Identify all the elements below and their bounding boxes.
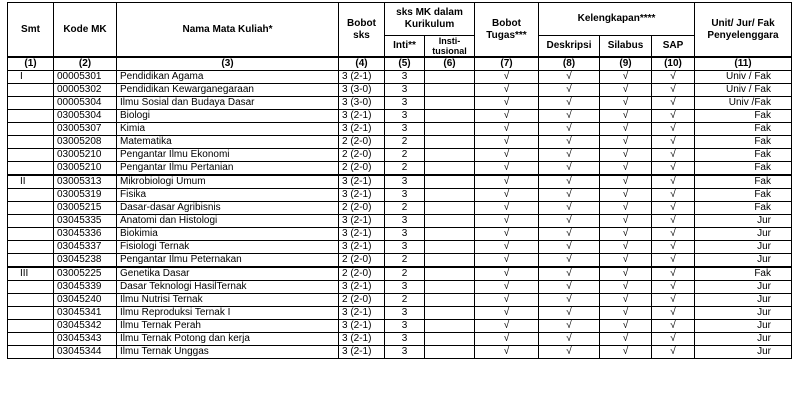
cell-deskripsi: √ <box>539 215 600 228</box>
cell-smt <box>8 136 54 149</box>
cell-tugas: √ <box>475 215 539 228</box>
cell-sap: √ <box>652 202 695 215</box>
cell-kode: 00005302 <box>54 84 117 97</box>
cell-smt <box>8 202 54 215</box>
cell-nama: Kimia <box>117 123 339 136</box>
cell-unit: Jur <box>695 228 792 241</box>
cell-kode: 03045240 <box>54 294 117 307</box>
cell-bobot: 3 (2-1) <box>339 333 385 346</box>
header-unit-penyelenggara: Unit/ Jur/ Fak Penyelenggara <box>695 3 792 58</box>
cell-tugas: √ <box>475 84 539 97</box>
table-row <box>8 307 792 320</box>
cell-nama: Ilmu Ternak Unggas <box>117 346 339 359</box>
cell-deskripsi: √ <box>539 123 600 136</box>
cell-bobot: 3 (2-1) <box>339 307 385 320</box>
cell-deskripsi: √ <box>539 202 600 215</box>
cell-deskripsi: √ <box>539 281 600 294</box>
table-row <box>8 320 792 333</box>
table-row <box>8 189 792 202</box>
cell-nama: Dasar-dasar Agribisnis <box>117 202 339 215</box>
cell-institusional <box>425 110 475 123</box>
cell-unit: Jur <box>695 320 792 333</box>
table-row <box>8 241 792 254</box>
cell-institusional <box>425 333 475 346</box>
cell-nama: Ilmu Reproduksi Ternak I <box>117 307 339 320</box>
cell-kode: 03005210 <box>54 149 117 162</box>
column-number: (4) <box>339 57 385 71</box>
cell-nama: Ilmu Sosial dan Budaya Dasar <box>117 97 339 110</box>
cell-silabus: √ <box>600 346 652 359</box>
table-row <box>8 281 792 294</box>
cell-bobot: 3 (2-1) <box>339 215 385 228</box>
cell-sap: √ <box>652 228 695 241</box>
cell-inti: 2 <box>385 254 425 268</box>
cell-institusional <box>425 215 475 228</box>
cell-smt <box>8 189 54 202</box>
cell-bobot: 3 (2-1) <box>339 123 385 136</box>
cell-nama: Biokimia <box>117 228 339 241</box>
header-sap: SAP <box>652 36 695 58</box>
cell-sap: √ <box>652 241 695 254</box>
cell-institusional <box>425 202 475 215</box>
cell-deskripsi: √ <box>539 333 600 346</box>
cell-silabus: √ <box>600 162 652 176</box>
cell-deskripsi: √ <box>539 136 600 149</box>
cell-smt <box>8 215 54 228</box>
cell-inti: 3 <box>385 123 425 136</box>
cell-kode: 03005215 <box>54 202 117 215</box>
cell-smt: I <box>8 71 54 84</box>
column-number: (9) <box>600 57 652 71</box>
cell-kode: 03005304 <box>54 110 117 123</box>
header-nama-mata-kuliah: Nama Mata Kuliah* <box>117 3 339 58</box>
column-number: (11) <box>695 57 792 71</box>
cell-inti: 3 <box>385 346 425 359</box>
cell-inti: 3 <box>385 333 425 346</box>
cell-unit: Jur <box>695 254 792 268</box>
cell-tugas: √ <box>475 294 539 307</box>
cell-nama: Fisika <box>117 189 339 202</box>
cell-kode: 00005301 <box>54 71 117 84</box>
cell-nama: Dasar Teknologi HasilTernak <box>117 281 339 294</box>
cell-smt <box>8 97 54 110</box>
cell-unit: Jur <box>695 294 792 307</box>
cell-bobot: 2 (2-0) <box>339 294 385 307</box>
cell-unit: Fak <box>695 149 792 162</box>
cell-bobot: 2 (2-0) <box>339 267 385 281</box>
cell-silabus: √ <box>600 215 652 228</box>
cell-tugas: √ <box>475 189 539 202</box>
cell-deskripsi: √ <box>539 149 600 162</box>
cell-deskripsi: √ <box>539 241 600 254</box>
table-row <box>8 71 792 84</box>
cell-unit: Fak <box>695 175 792 189</box>
column-number: (8) <box>539 57 600 71</box>
cell-kode: 03045341 <box>54 307 117 320</box>
cell-smt <box>8 333 54 346</box>
cell-bobot: 3 (2-1) <box>339 228 385 241</box>
column-number: (5) <box>385 57 425 71</box>
cell-silabus: √ <box>600 267 652 281</box>
cell-silabus: √ <box>600 294 652 307</box>
cell-unit: Univ / Fak <box>695 84 792 97</box>
cell-bobot: 3 (2-1) <box>339 281 385 294</box>
cell-tugas: √ <box>475 241 539 254</box>
cell-silabus: √ <box>600 110 652 123</box>
cell-smt <box>8 149 54 162</box>
cell-sap: √ <box>652 307 695 320</box>
table-row <box>8 110 792 123</box>
cell-institusional <box>425 71 475 84</box>
table-row <box>8 228 792 241</box>
cell-smt <box>8 320 54 333</box>
cell-nama: Pengantar Ilmu Ekonomi <box>117 149 339 162</box>
header-kode-mk: Kode MK <box>54 3 117 58</box>
cell-nama: Mikrobiologi Umum <box>117 175 339 189</box>
cell-kode: 03005225 <box>54 267 117 281</box>
cell-inti: 3 <box>385 84 425 97</box>
cell-deskripsi: √ <box>539 267 600 281</box>
cell-unit: Jur <box>695 333 792 346</box>
header-kelengkapan: Kelengkapan**** <box>539 3 695 36</box>
cell-institusional <box>425 189 475 202</box>
cell-institusional <box>425 149 475 162</box>
cell-kode: 03045339 <box>54 281 117 294</box>
cell-silabus: √ <box>600 281 652 294</box>
header-bobot-tugas: Bobot Tugas*** <box>475 3 539 58</box>
cell-bobot: 2 (2-0) <box>339 149 385 162</box>
cell-bobot: 2 (2-0) <box>339 254 385 268</box>
cell-tugas: √ <box>475 123 539 136</box>
cell-smt <box>8 110 54 123</box>
cell-bobot: 3 (2-1) <box>339 189 385 202</box>
cell-sap: √ <box>652 189 695 202</box>
cell-kode: 03045337 <box>54 241 117 254</box>
cell-deskripsi: √ <box>539 110 600 123</box>
header-deskripsi: Deskripsi <box>539 36 600 58</box>
cell-tugas: √ <box>475 281 539 294</box>
cell-tugas: √ <box>475 333 539 346</box>
table-row <box>8 149 792 162</box>
cell-smt: II <box>8 175 54 189</box>
cell-inti: 3 <box>385 175 425 189</box>
cell-kode: 03045335 <box>54 215 117 228</box>
cell-bobot: 3 (2-1) <box>339 241 385 254</box>
column-number: (1) <box>8 57 54 71</box>
cell-kode: 03045343 <box>54 333 117 346</box>
cell-tugas: √ <box>475 228 539 241</box>
cell-sap: √ <box>652 281 695 294</box>
cell-institusional <box>425 175 475 189</box>
cell-silabus: √ <box>600 84 652 97</box>
cell-sap: √ <box>652 149 695 162</box>
cell-institusional <box>425 281 475 294</box>
table-row <box>8 123 792 136</box>
cell-silabus: √ <box>600 97 652 110</box>
cell-nama: Pengantar Ilmu Peternakan <box>117 254 339 268</box>
cell-inti: 3 <box>385 97 425 110</box>
cell-deskripsi: √ <box>539 189 600 202</box>
cell-sap: √ <box>652 333 695 346</box>
cell-deskripsi: √ <box>539 84 600 97</box>
cell-bobot: 3 (3-0) <box>339 84 385 97</box>
cell-deskripsi: √ <box>539 228 600 241</box>
cell-institusional <box>425 136 475 149</box>
cell-deskripsi: √ <box>539 254 600 268</box>
cell-nama: Matematika <box>117 136 339 149</box>
cell-tugas: √ <box>475 110 539 123</box>
cell-silabus: √ <box>600 254 652 268</box>
cell-inti: 2 <box>385 149 425 162</box>
cell-inti: 3 <box>385 189 425 202</box>
cell-unit: Fak <box>695 162 792 176</box>
cell-unit: Fak <box>695 202 792 215</box>
cell-institusional <box>425 162 475 176</box>
cell-unit: Jur <box>695 346 792 359</box>
table-row <box>8 175 792 189</box>
cell-deskripsi: √ <box>539 307 600 320</box>
cell-institusional <box>425 346 475 359</box>
cell-sap: √ <box>652 71 695 84</box>
cell-bobot: 2 (2-0) <box>339 162 385 176</box>
cell-sap: √ <box>652 175 695 189</box>
column-number: (3) <box>117 57 339 71</box>
header-silabus: Silabus <box>600 36 652 58</box>
cell-deskripsi: √ <box>539 71 600 84</box>
table-row <box>8 267 792 281</box>
cell-deskripsi: √ <box>539 294 600 307</box>
cell-bobot: 3 (2-1) <box>339 71 385 84</box>
cell-unit: Fak <box>695 136 792 149</box>
cell-tugas: √ <box>475 254 539 268</box>
cell-silabus: √ <box>600 136 652 149</box>
table-row <box>8 294 792 307</box>
cell-silabus: √ <box>600 202 652 215</box>
cell-inti: 2 <box>385 136 425 149</box>
cell-kode: 03005313 <box>54 175 117 189</box>
cell-unit: Univ /Fak <box>695 97 792 110</box>
table-row <box>8 333 792 346</box>
cell-unit: Fak <box>695 189 792 202</box>
cell-smt: III <box>8 267 54 281</box>
cell-institusional <box>425 254 475 268</box>
cell-sap: √ <box>652 162 695 176</box>
cell-inti: 3 <box>385 320 425 333</box>
column-number: (2) <box>54 57 117 71</box>
cell-silabus: √ <box>600 175 652 189</box>
cell-nama: Ilmu Ternak Potong dan kerja <box>117 333 339 346</box>
header-bobot-sks: Bobot sks <box>339 3 385 58</box>
cell-sap: √ <box>652 254 695 268</box>
cell-kode: 00005304 <box>54 97 117 110</box>
cell-unit: Univ / Fak <box>695 71 792 84</box>
cell-institusional <box>425 267 475 281</box>
cell-kode: 03045342 <box>54 320 117 333</box>
cell-smt <box>8 123 54 136</box>
cell-institusional <box>425 241 475 254</box>
cell-tugas: √ <box>475 136 539 149</box>
cell-unit: Jur <box>695 281 792 294</box>
cell-silabus: √ <box>600 123 652 136</box>
cell-nama: Ilmu Ternak Perah <box>117 320 339 333</box>
cell-sap: √ <box>652 110 695 123</box>
cell-institusional <box>425 294 475 307</box>
table-row <box>8 215 792 228</box>
cell-tugas: √ <box>475 71 539 84</box>
cell-tugas: √ <box>475 149 539 162</box>
cell-nama: Pendidikan Kewarganegaraan <box>117 84 339 97</box>
cell-smt <box>8 254 54 268</box>
cell-institusional <box>425 97 475 110</box>
curriculum-table <box>7 2 792 359</box>
cell-bobot: 3 (2-1) <box>339 175 385 189</box>
cell-tugas: √ <box>475 307 539 320</box>
cell-nama: Fisiologi Ternak <box>117 241 339 254</box>
cell-sap: √ <box>652 267 695 281</box>
cell-inti: 2 <box>385 202 425 215</box>
cell-unit: Fak <box>695 123 792 136</box>
cell-nama: Pendidikan Agama <box>117 71 339 84</box>
cell-silabus: √ <box>600 71 652 84</box>
header-institusional: Insti-tusional <box>425 36 475 58</box>
cell-smt <box>8 84 54 97</box>
cell-silabus: √ <box>600 241 652 254</box>
cell-deskripsi: √ <box>539 97 600 110</box>
cell-smt <box>8 162 54 176</box>
cell-inti: 3 <box>385 110 425 123</box>
cell-bobot: 3 (3-0) <box>339 97 385 110</box>
cell-kode: 03005307 <box>54 123 117 136</box>
cell-inti: 2 <box>385 162 425 176</box>
column-number: (10) <box>652 57 695 71</box>
cell-silabus: √ <box>600 333 652 346</box>
cell-institusional <box>425 307 475 320</box>
cell-institusional <box>425 320 475 333</box>
cell-nama: Pengantar Ilmu Pertanian <box>117 162 339 176</box>
cell-bobot: 3 (2-1) <box>339 110 385 123</box>
cell-deskripsi: √ <box>539 320 600 333</box>
cell-silabus: √ <box>600 307 652 320</box>
table-row <box>8 202 792 215</box>
cell-inti: 2 <box>385 267 425 281</box>
cell-tugas: √ <box>475 97 539 110</box>
cell-deskripsi: √ <box>539 175 600 189</box>
cell-smt <box>8 241 54 254</box>
cell-nama: Genetika Dasar <box>117 267 339 281</box>
cell-tugas: √ <box>475 267 539 281</box>
header-inti: Inti** <box>385 36 425 58</box>
cell-kode: 03045344 <box>54 346 117 359</box>
cell-unit: Fak <box>695 267 792 281</box>
cell-sap: √ <box>652 215 695 228</box>
cell-institusional <box>425 228 475 241</box>
cell-bobot: 2 (2-0) <box>339 202 385 215</box>
cell-unit: Jur <box>695 241 792 254</box>
cell-unit: Fak <box>695 110 792 123</box>
cell-kode: 03045336 <box>54 228 117 241</box>
header-smt: Smt <box>8 3 54 58</box>
cell-inti: 3 <box>385 228 425 241</box>
cell-tugas: √ <box>475 175 539 189</box>
cell-kode: 03045238 <box>54 254 117 268</box>
cell-smt <box>8 294 54 307</box>
cell-sap: √ <box>652 97 695 110</box>
cell-silabus: √ <box>600 320 652 333</box>
cell-bobot: 3 (2-1) <box>339 320 385 333</box>
cell-bobot: 3 (2-1) <box>339 346 385 359</box>
cell-smt <box>8 281 54 294</box>
table-row <box>8 84 792 97</box>
cell-nama: Biologi <box>117 110 339 123</box>
header-sks-kurikulum: sks MK dalam Kurikulum <box>385 3 475 36</box>
cell-sap: √ <box>652 346 695 359</box>
cell-sap: √ <box>652 320 695 333</box>
cell-nama: Anatomi dan Histologi <box>117 215 339 228</box>
cell-inti: 3 <box>385 307 425 320</box>
column-number: (7) <box>475 57 539 71</box>
cell-inti: 3 <box>385 241 425 254</box>
cell-sap: √ <box>652 294 695 307</box>
table-row <box>8 136 792 149</box>
table-row <box>8 346 792 359</box>
cell-tugas: √ <box>475 162 539 176</box>
cell-unit: Jur <box>695 307 792 320</box>
cell-institusional <box>425 123 475 136</box>
cell-nama: Ilmu Nutrisi Ternak <box>117 294 339 307</box>
cell-smt <box>8 346 54 359</box>
cell-silabus: √ <box>600 149 652 162</box>
cell-sap: √ <box>652 84 695 97</box>
cell-tugas: √ <box>475 320 539 333</box>
cell-sap: √ <box>652 136 695 149</box>
cell-kode: 03005319 <box>54 189 117 202</box>
cell-kode: 03005210 <box>54 162 117 176</box>
cell-tugas: √ <box>475 202 539 215</box>
cell-inti: 3 <box>385 215 425 228</box>
cell-inti: 2 <box>385 294 425 307</box>
cell-inti: 3 <box>385 281 425 294</box>
cell-silabus: √ <box>600 189 652 202</box>
cell-smt <box>8 307 54 320</box>
cell-bobot: 2 (2-0) <box>339 136 385 149</box>
cell-sap: √ <box>652 123 695 136</box>
cell-smt <box>8 228 54 241</box>
cell-institusional <box>425 84 475 97</box>
table-row <box>8 254 792 268</box>
cell-tugas: √ <box>475 346 539 359</box>
table-row <box>8 97 792 110</box>
cell-deskripsi: √ <box>539 162 600 176</box>
column-number: (6) <box>425 57 475 71</box>
cell-inti: 3 <box>385 71 425 84</box>
cell-unit: Jur <box>695 215 792 228</box>
table-row <box>8 162 792 176</box>
cell-deskripsi: √ <box>539 346 600 359</box>
cell-kode: 03005208 <box>54 136 117 149</box>
cell-silabus: √ <box>600 228 652 241</box>
